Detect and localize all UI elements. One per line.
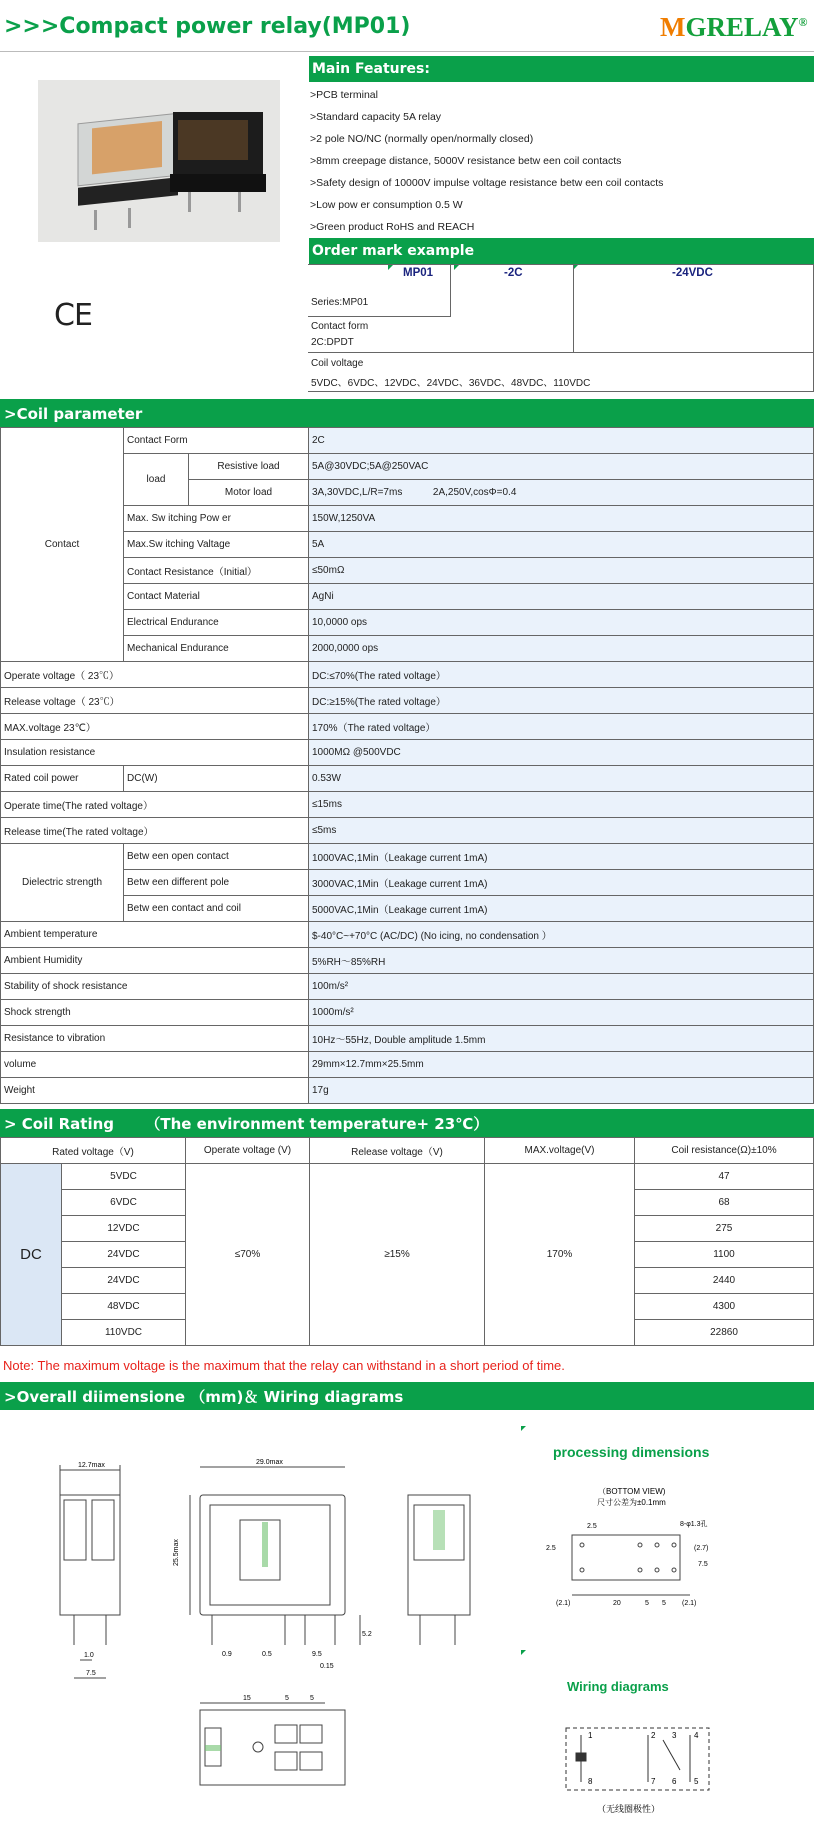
row-label: Electrical Endurance [124, 610, 309, 636]
row-label: Max.Sw itching Valtage [124, 532, 309, 558]
row-label: Stability of shock resistance [1, 974, 309, 1000]
table-row [1, 662, 814, 688]
table-row [1, 1164, 814, 1190]
processing-title: processing dimensions [553, 1444, 710, 1460]
table-row [1, 818, 814, 844]
operate-cell: ≤70% [186, 1164, 310, 1346]
row-sublabel: DC(W) [124, 766, 309, 792]
brand-m: M [660, 12, 686, 42]
order-title: Order mark example [309, 238, 814, 264]
rated-voltage-cell: 6VDC [62, 1190, 186, 1216]
header [0, 0, 814, 52]
row-value: ≤50mΩ [309, 558, 814, 584]
dim-label: 5 [662, 1600, 666, 1607]
row-label: Motor load [189, 480, 309, 506]
rated-voltage-cell: 12VDC [62, 1216, 186, 1242]
table-header-row [1, 1138, 814, 1164]
table-row [1, 740, 814, 766]
dim-label: 9.5 [312, 1651, 322, 1658]
row-value: 3A,30VDC,L/R=7ms 2A,250V,cosΦ=0.4 [309, 480, 814, 506]
row-value: 100m/s² [309, 974, 814, 1000]
resistance-cell: 275 [635, 1216, 814, 1242]
contact-group-label: Contact [1, 428, 124, 662]
row-value: 170%（The rated voltage） [309, 714, 814, 740]
pcb-hole-layout [572, 1535, 690, 1595]
table-row [1, 792, 814, 818]
row-label: Ambient temperature [1, 922, 309, 948]
row-label: Contact Form [124, 428, 309, 454]
dim-label: 8-φ1.3孔 [680, 1521, 708, 1528]
coil-parameter-table [0, 427, 814, 1104]
row-value: 29mm×12.7mm×25.5mm [309, 1052, 814, 1078]
row-value: 1000m/s² [309, 1000, 814, 1026]
row-value: 10,0000 ops [309, 610, 814, 636]
row-label: volume [1, 1052, 309, 1078]
dim-label: 25.5max [173, 1539, 180, 1566]
dim-label: 15 [243, 1695, 251, 1702]
rated-voltage-cell: 24VDC [62, 1268, 186, 1294]
dim-label: 20 [613, 1600, 621, 1607]
table-row [1, 428, 814, 454]
row-label: Resistance to vibration [1, 1026, 309, 1052]
order-series-label: Series:MP01 [311, 297, 369, 308]
row-value: 5A [309, 532, 814, 558]
product-photo [38, 80, 280, 242]
row-label: Mechanical Endurance [124, 636, 309, 662]
row-label: Resistive load [189, 454, 309, 480]
feature-item: >Low pow er consumption 0.5 W [310, 199, 463, 211]
dim-label: 0.9 [222, 1651, 232, 1658]
column-header: Rated voltage（V) [1, 1138, 186, 1164]
feature-item: >Green product RoHS and REACH [310, 221, 475, 233]
dim-label: 7.5 [86, 1670, 96, 1677]
rated-voltage-cell: 110VDC [62, 1320, 186, 1346]
row-label: Operate time(The rated voltage） [1, 792, 309, 818]
table-row [1, 1078, 814, 1104]
table-row [1, 974, 814, 1000]
column-header: Release voltage（V) [310, 1138, 485, 1164]
row-label: Insulation resistance [1, 740, 309, 766]
page-title: >>>Compact power relay(MP01) [4, 14, 411, 39]
relay-photo-illustration [38, 80, 280, 242]
tolerance-label: 尺寸公差为±0.1mm [597, 1498, 666, 1507]
features-title: Main Features: [309, 56, 814, 82]
row-value: 1000VAC,1Min（Leakage current 1mA) [309, 844, 814, 870]
dim-label: (2.1) [682, 1600, 697, 1607]
side-view-drawing [60, 1465, 120, 1678]
order-code-voltage: -24VDC [672, 267, 713, 279]
dim-label: 0.15 [320, 1663, 334, 1670]
dim-label: 7.5 [698, 1561, 708, 1568]
brand-logo [660, 12, 808, 43]
table-row [1, 948, 814, 974]
pin-number: 6 [672, 1777, 677, 1786]
dim-label: 5.2 [362, 1631, 372, 1638]
row-value: 3000VAC,1Min（Leakage current 1mA) [309, 870, 814, 896]
order-coil-voltage-value: 5VDC、6VDC、12VDC、24VDC、36VDC、48VDC、110VDC [311, 378, 591, 389]
row-value: 5%RH～85%RH [309, 948, 814, 974]
load-label: load [124, 454, 189, 506]
feature-item: >8mm creepage distance, 5000V resistance betw een coil contacts [310, 155, 622, 167]
max-cell: 170% [485, 1164, 635, 1346]
table-row [1, 688, 814, 714]
order-coil-voltage-label: Coil voltage [311, 358, 364, 369]
row-value: ≤5ms [309, 818, 814, 844]
order-diagram [308, 264, 814, 392]
dim-label: 5 [285, 1695, 289, 1702]
row-label: Rated coil power [1, 766, 124, 792]
ce-mark: CE [54, 298, 92, 333]
brand-name: GRELAY [685, 12, 799, 42]
column-header: MAX.voltage(V) [485, 1138, 635, 1164]
row-label: Weight [1, 1078, 309, 1104]
pin-number: 8 [588, 1777, 593, 1786]
dim-label: 2.5 [546, 1545, 556, 1552]
row-label: Ambient Humidity [1, 948, 309, 974]
table-row [1, 844, 814, 870]
wiring-title: Wiring diagrams [567, 1679, 669, 1694]
row-value: 2000,0000 ops [309, 636, 814, 662]
resistance-cell: 1100 [635, 1242, 814, 1268]
table-row [1, 1026, 814, 1052]
order-contact-form-label: Contact form [311, 321, 369, 332]
dim-label: (2.1) [556, 1600, 571, 1607]
row-value: 5000VAC,1Min（Leakage current 1mA) [309, 896, 814, 922]
table-row [1, 1000, 814, 1026]
pin-number: 4 [694, 1731, 699, 1740]
row-label: Betw een contact and coil [124, 896, 309, 922]
row-value: ≤15ms [309, 792, 814, 818]
feature-item: >PCB terminal [310, 89, 378, 101]
dim-label: 0.5 [262, 1651, 272, 1658]
row-label: Release voltage（ 23℃） [1, 688, 309, 714]
resistance-cell: 68 [635, 1190, 814, 1216]
row-value: 0.53W [309, 766, 814, 792]
dim-label: (2.7) [694, 1545, 709, 1552]
dim-label: 5 [645, 1600, 649, 1607]
row-value: DC:≥15%(The rated voltage） [309, 688, 814, 714]
row-value: AgNi [309, 584, 814, 610]
pin-number: 3 [672, 1731, 677, 1740]
row-value: 2C [309, 428, 814, 454]
front-view-drawing [190, 1467, 360, 1645]
dim-label: 29.0max [256, 1459, 283, 1466]
row-label: Max. Sw itching Pow er [124, 506, 309, 532]
pin-number: 7 [651, 1777, 656, 1786]
row-value: 150W,1250VA [309, 506, 814, 532]
row-label: Betw een different pole [124, 870, 309, 896]
feature-item: >Standard capacity 5A relay [310, 111, 442, 123]
row-label: Shock strength [1, 1000, 309, 1026]
rated-voltage-cell: 48VDC [62, 1294, 186, 1320]
table-row [1, 766, 814, 792]
bottom-view-drawing [200, 1703, 345, 1785]
row-value: $-40°C~+70°C (AC/DC) (No icing, no condensation ） [309, 922, 814, 948]
coil-rating-title: > Coil Rating （The environment temperature+ 23℃） [0, 1109, 814, 1137]
dc-label: DC [1, 1164, 62, 1346]
resistance-cell: 2440 [635, 1268, 814, 1294]
dielectric-group-label: Dielectric strength [1, 844, 124, 922]
table-row [1, 922, 814, 948]
resistance-cell: 22860 [635, 1320, 814, 1346]
column-header: Coil resistance(Ω)±10% [635, 1138, 814, 1164]
table-row [1, 714, 814, 740]
row-value: 1000MΩ @500VDC [309, 740, 814, 766]
row-label: Contact Material [124, 584, 309, 610]
dim-label: 12.7max [78, 1462, 105, 1469]
row-label: Betw een open contact [124, 844, 309, 870]
table-row [1, 1052, 814, 1078]
order-code-contact: -2C [504, 267, 523, 279]
resistance-cell: 47 [635, 1164, 814, 1190]
pin-number: 5 [694, 1777, 699, 1786]
rated-voltage-cell: 24VDC [62, 1242, 186, 1268]
rated-voltage-cell: 5VDC [62, 1164, 186, 1190]
features-list [310, 84, 810, 238]
brand-registered: ® [798, 15, 808, 29]
row-label: Operate voltage（ 23℃） [1, 662, 309, 688]
max-voltage-note: Note: The maximum voltage is the maximum that the relay can withstand in a short period of time. [3, 1358, 565, 1373]
order-contact-form-value: 2C:DPDT [311, 337, 354, 348]
row-label: Contact Resistance（Initial） [124, 558, 309, 584]
release-cell: ≥15% [310, 1164, 485, 1346]
order-code-series: MP01 [403, 267, 434, 279]
feature-item: >Safety design of 10000V impulse voltage resistance betw een coil contacts [310, 177, 664, 189]
pin-number: 1 [588, 1731, 593, 1740]
dimension-drawings [0, 1410, 814, 1837]
row-value: 10Hz～55Hz, Double amplitude 1.5mm [309, 1026, 814, 1052]
dim-label: 1.0 [84, 1652, 94, 1659]
coil-parameter-title: >Coil parameter [0, 399, 814, 427]
pin-number: 2 [651, 1731, 656, 1740]
column-header: Operate voltage (V) [186, 1138, 310, 1164]
feature-item: >2 pole NO/NC (normally open/normally closed) [310, 133, 534, 145]
coil-rating-table [0, 1137, 814, 1346]
no-polarity-note: （无线圈极性） [597, 1804, 661, 1814]
resistance-cell: 4300 [635, 1294, 814, 1320]
row-label: MAX.voltage 23℃） [1, 714, 309, 740]
dimensions-title: >Overall diimensione （mm)＆ Wiring diagrams [0, 1382, 814, 1410]
row-label: Release time(The rated voltage） [1, 818, 309, 844]
dim-label: 2.5 [587, 1523, 597, 1530]
dim-label: 5 [310, 1695, 314, 1702]
row-value: 17g [309, 1078, 814, 1104]
row-value: 5A@30VDC;5A@250VAC [309, 454, 814, 480]
bottom-view-label: （BOTTOM VIEW) [598, 1487, 666, 1496]
row-value: DC:≤70%(The rated voltage） [309, 662, 814, 688]
